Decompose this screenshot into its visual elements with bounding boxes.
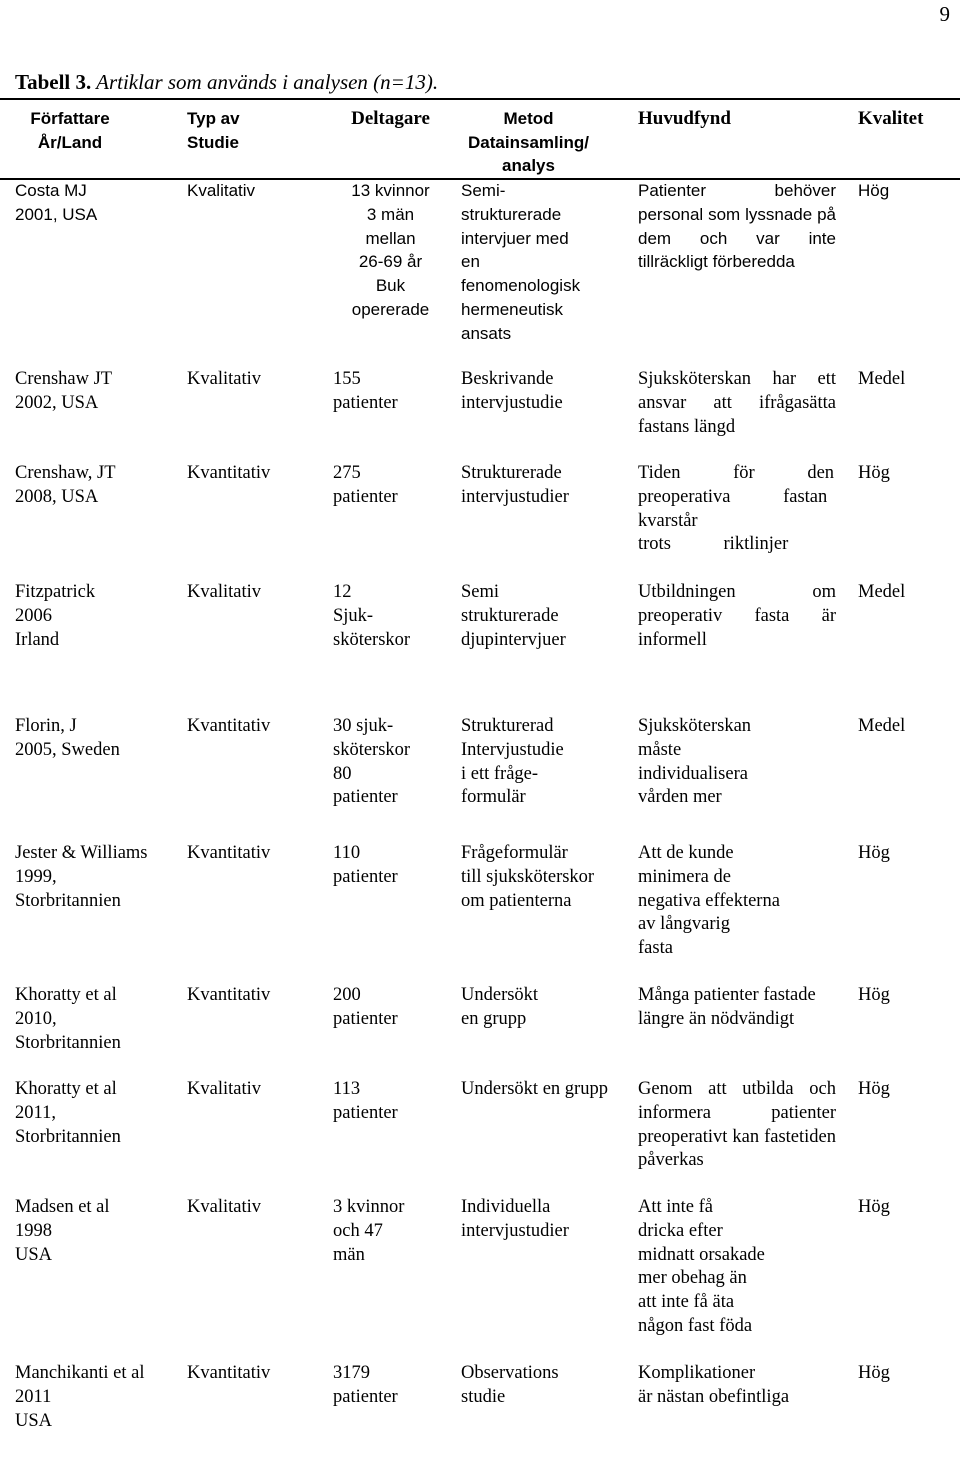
row-8-type: Kvalitativ [187,1197,261,1217]
row-8-author: Madsen et al 1998 USA [15,1197,110,1265]
row-8-participants: 3 kvinnor och 47 män [333,1197,405,1265]
row-0-author: Costa MJ 2001, USA [15,181,98,224]
row-4-quality: Medel [858,716,906,736]
row-6-participants: 200 patienter [333,985,398,1029]
row-5-quality: Hög [858,843,890,863]
row-5-participants: 110 patienter [333,843,398,887]
row-2-type: Kvantitativ [187,463,271,483]
header-findings: Huvudfynd [638,108,731,129]
row-6-quality: Hög [858,985,890,1005]
row-5-findings: Att de kunde minimera de negativa effekterna av långvarig fasta [638,843,780,959]
row-4-findings: Sjuksköterskan måste individualisera vården mer [638,716,752,808]
row-0-method: Semi- strukturerade intervjuer med en fenomenologisk hermeneutisk ansats [461,181,581,343]
row-1-type: Kvalitativ [187,369,261,389]
row-2-participants: 275 patienter [333,463,398,507]
row-2-quality: Hög [858,463,890,483]
row-7-findings: Genom att utbilda och informera patienter preoperativt kan fastetiden påverkas [638,1079,836,1171]
row-4-author: Florin, J 2005, Sweden [15,716,120,760]
row-7-method: Undersökt en grupp [461,1079,608,1099]
page-number: 9 [939,2,950,26]
row-9-method: Observations studie [461,1363,559,1407]
row-3-type: Kvalitativ [187,582,261,602]
row-6-author: Khoratty et al 2010, Storbritannien [15,985,121,1053]
row-4-participants: 30 sjuk- sköterskor 80 patienter [333,716,411,808]
row-1-method: Beskrivande intervjustudie [461,369,563,413]
row-3-participants: 12 Sjuk- sköterskor [333,582,411,650]
header-participants: Deltagare [351,108,430,129]
row-0-participants: 13 kvinnor 3 män mellan 26-69 år Buk opererade [351,181,430,319]
table-top-rule [0,98,960,100]
row-3-findings: Utbildningen om preoperativ fasta är informell [638,582,836,650]
row-9-findings: Komplikationer är nästan obefintliga [638,1363,790,1407]
row-3-quality: Medel [858,582,906,602]
row-6-findings: Många patienter fastade längre än nödvändigt [638,985,816,1029]
row-5-type: Kvantitativ [187,843,271,863]
row-8-findings: Att inte få dricka efter midnatt orsakade mer obehag än att inte få äta någon fast föda [638,1197,765,1336]
header-type: Typ av Studie [187,109,240,152]
row-6-type: Kvantitativ [187,985,271,1005]
caption-title: Artiklar som används i analysen (n=13). [91,70,439,94]
row-2-author: Crenshaw, JT 2008, USA [15,463,116,507]
row-9-author: Manchikanti et al 2011 USA [15,1363,145,1431]
row-2-method: Strukturerade intervjustudier [461,463,569,507]
row-3-author: Fitzpatrick 2006 Irland [15,582,96,650]
row-0-findings: Patienter behöver personal som lyssnade på dem och var inte tillräckligt förberedda [638,181,836,272]
row-5-method: Frågeformulär till sjuksköterskor om patienterna [461,843,595,911]
row-7-participants: 113 patienter [333,1079,398,1123]
row-6-method: Undersökt en grupp [461,985,539,1029]
row-5-author: Jester & Williams 1999, Storbritannien [15,843,148,911]
row-4-method: Strukturerad Intervjustudie i ett fråge- formulär [461,716,564,808]
table-caption [15,70,438,95]
row-4-type: Kvantitativ [187,716,271,736]
row-0-type: Kvalitativ [187,181,256,200]
row-7-author: Khoratty et al 2011, Storbritannien [15,1079,121,1147]
row-1-author: Crenshaw JT 2002, USA [15,369,113,413]
header-method: Metod Datainsamling/ analys [468,109,589,175]
header-quality: Kvalitet [858,108,924,129]
row-0-quality: Hög [858,181,890,200]
row-9-participants: 3179 patienter [333,1363,398,1407]
row-1-findings: Sjuksköterskan har ett ansvar att ifrågasätta fastans längd [638,369,836,437]
row-1-participants: 155 patienter [333,369,398,413]
row-9-type: Kvantitativ [187,1363,271,1383]
row-7-quality: Hög [858,1079,890,1099]
row-3-method: Semi strukturerade djupintervjuer [461,582,566,650]
row-8-method: Individuella intervjustudier [461,1197,569,1241]
row-9-quality: Hög [858,1363,890,1383]
header-author: Författare År/Land [30,109,110,152]
caption-label: Tabell 3. [15,70,92,94]
row-7-type: Kvalitativ [187,1079,261,1099]
row-1-quality: Medel [858,369,906,389]
row-2-findings: Tiden för den preoperativa fastan kvarstår trots riktlinjer [638,463,835,555]
row-8-quality: Hög [858,1197,890,1217]
